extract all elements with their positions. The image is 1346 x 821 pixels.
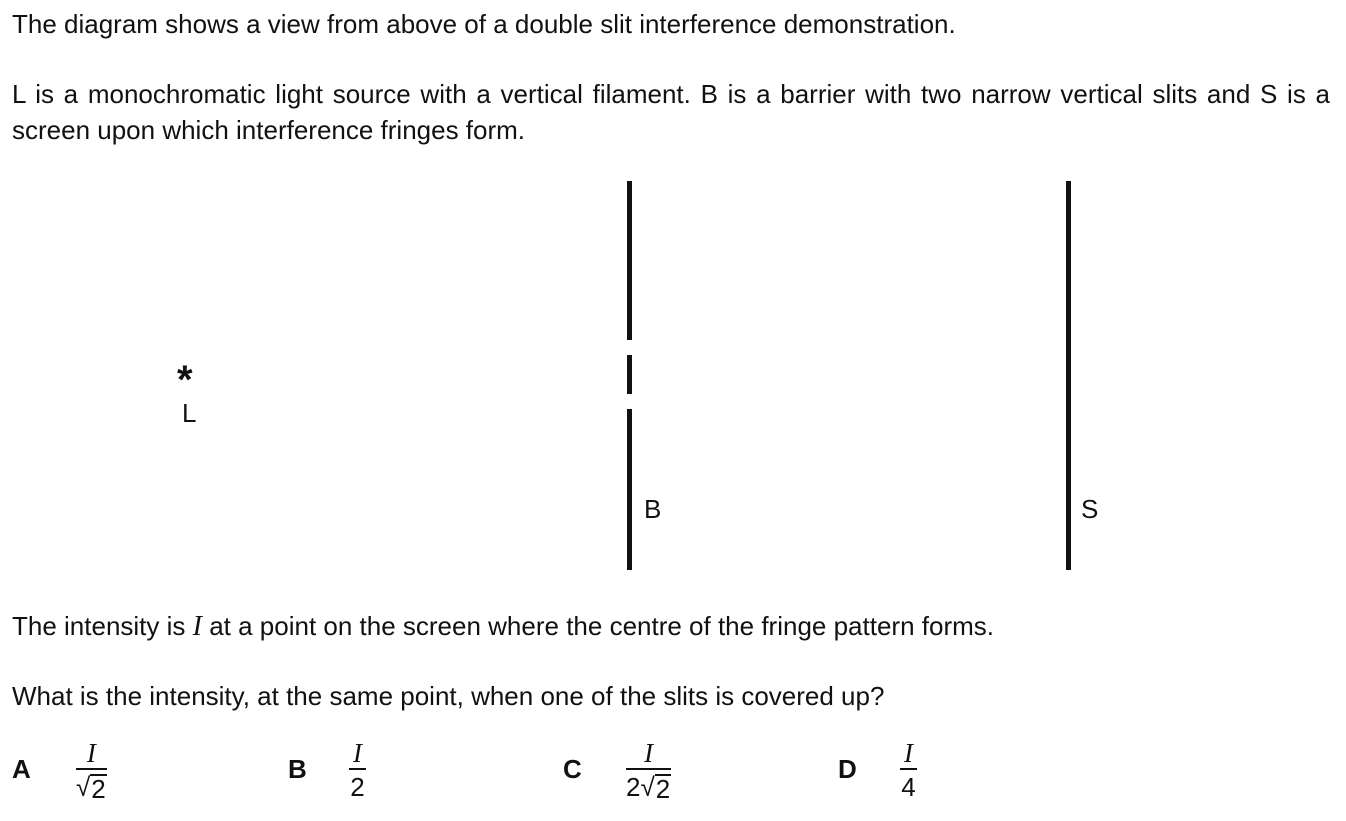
option-a-denominator: [76, 770, 107, 802]
question-description: L is a monochromatic light source with a vertical filament. B is a barrier with two narrow vertical slits and S is a screen upon which interference fringes form.: [12, 79, 1330, 145]
screen-line: [1066, 181, 1071, 570]
option-b-denominator: 2: [350, 772, 365, 802]
option-d-denominator: 4: [901, 772, 916, 802]
option-b-fraction[interactable]: [349, 738, 366, 802]
option-c-denominator-prefix: 2: [626, 772, 641, 802]
option-a-radicand: 2: [91, 774, 106, 804]
option-a-fraction[interactable]: [76, 738, 107, 802]
intensity-statement-start: The intensity is: [12, 611, 193, 641]
barrier-label: B: [644, 494, 662, 524]
option-d-letter[interactable]: D: [838, 754, 857, 784]
light-source-star-icon: *: [177, 358, 193, 402]
option-a-numerator: I: [86, 738, 96, 768]
intensity-statement: [12, 608, 994, 645]
question-prompt: What is the intensity, at the same point, when one of the slits is covered up?: [12, 681, 885, 711]
option-a-letter[interactable]: A: [12, 754, 31, 784]
intensity-statement-end: at a point on the screen where the centre of the fringe pattern forms.: [201, 611, 994, 641]
option-c-denominator: [626, 770, 671, 802]
barrier-lower-segment: [627, 409, 632, 570]
barrier-middle-segment: [627, 355, 632, 394]
question-intro: The diagram shows a view from above of a double slit interference demonstration.: [12, 9, 956, 39]
square-root-icon: √: [76, 772, 91, 802]
barrier-upper-segment: [627, 181, 632, 340]
option-d-fraction[interactable]: [900, 738, 917, 802]
square-root-icon: √: [640, 772, 655, 802]
option-b-numerator: I: [353, 738, 362, 768]
intensity-symbol: I: [192, 611, 202, 642]
option-c-letter[interactable]: C: [563, 754, 582, 784]
screen-label: S: [1081, 494, 1099, 524]
option-d-numerator: I: [904, 738, 913, 768]
option-b-letter[interactable]: B: [288, 754, 307, 784]
option-c-numerator: I: [644, 738, 654, 768]
option-c-fraction[interactable]: [626, 738, 671, 802]
source-label: L: [182, 398, 197, 428]
option-c-radicand: 2: [655, 774, 671, 804]
